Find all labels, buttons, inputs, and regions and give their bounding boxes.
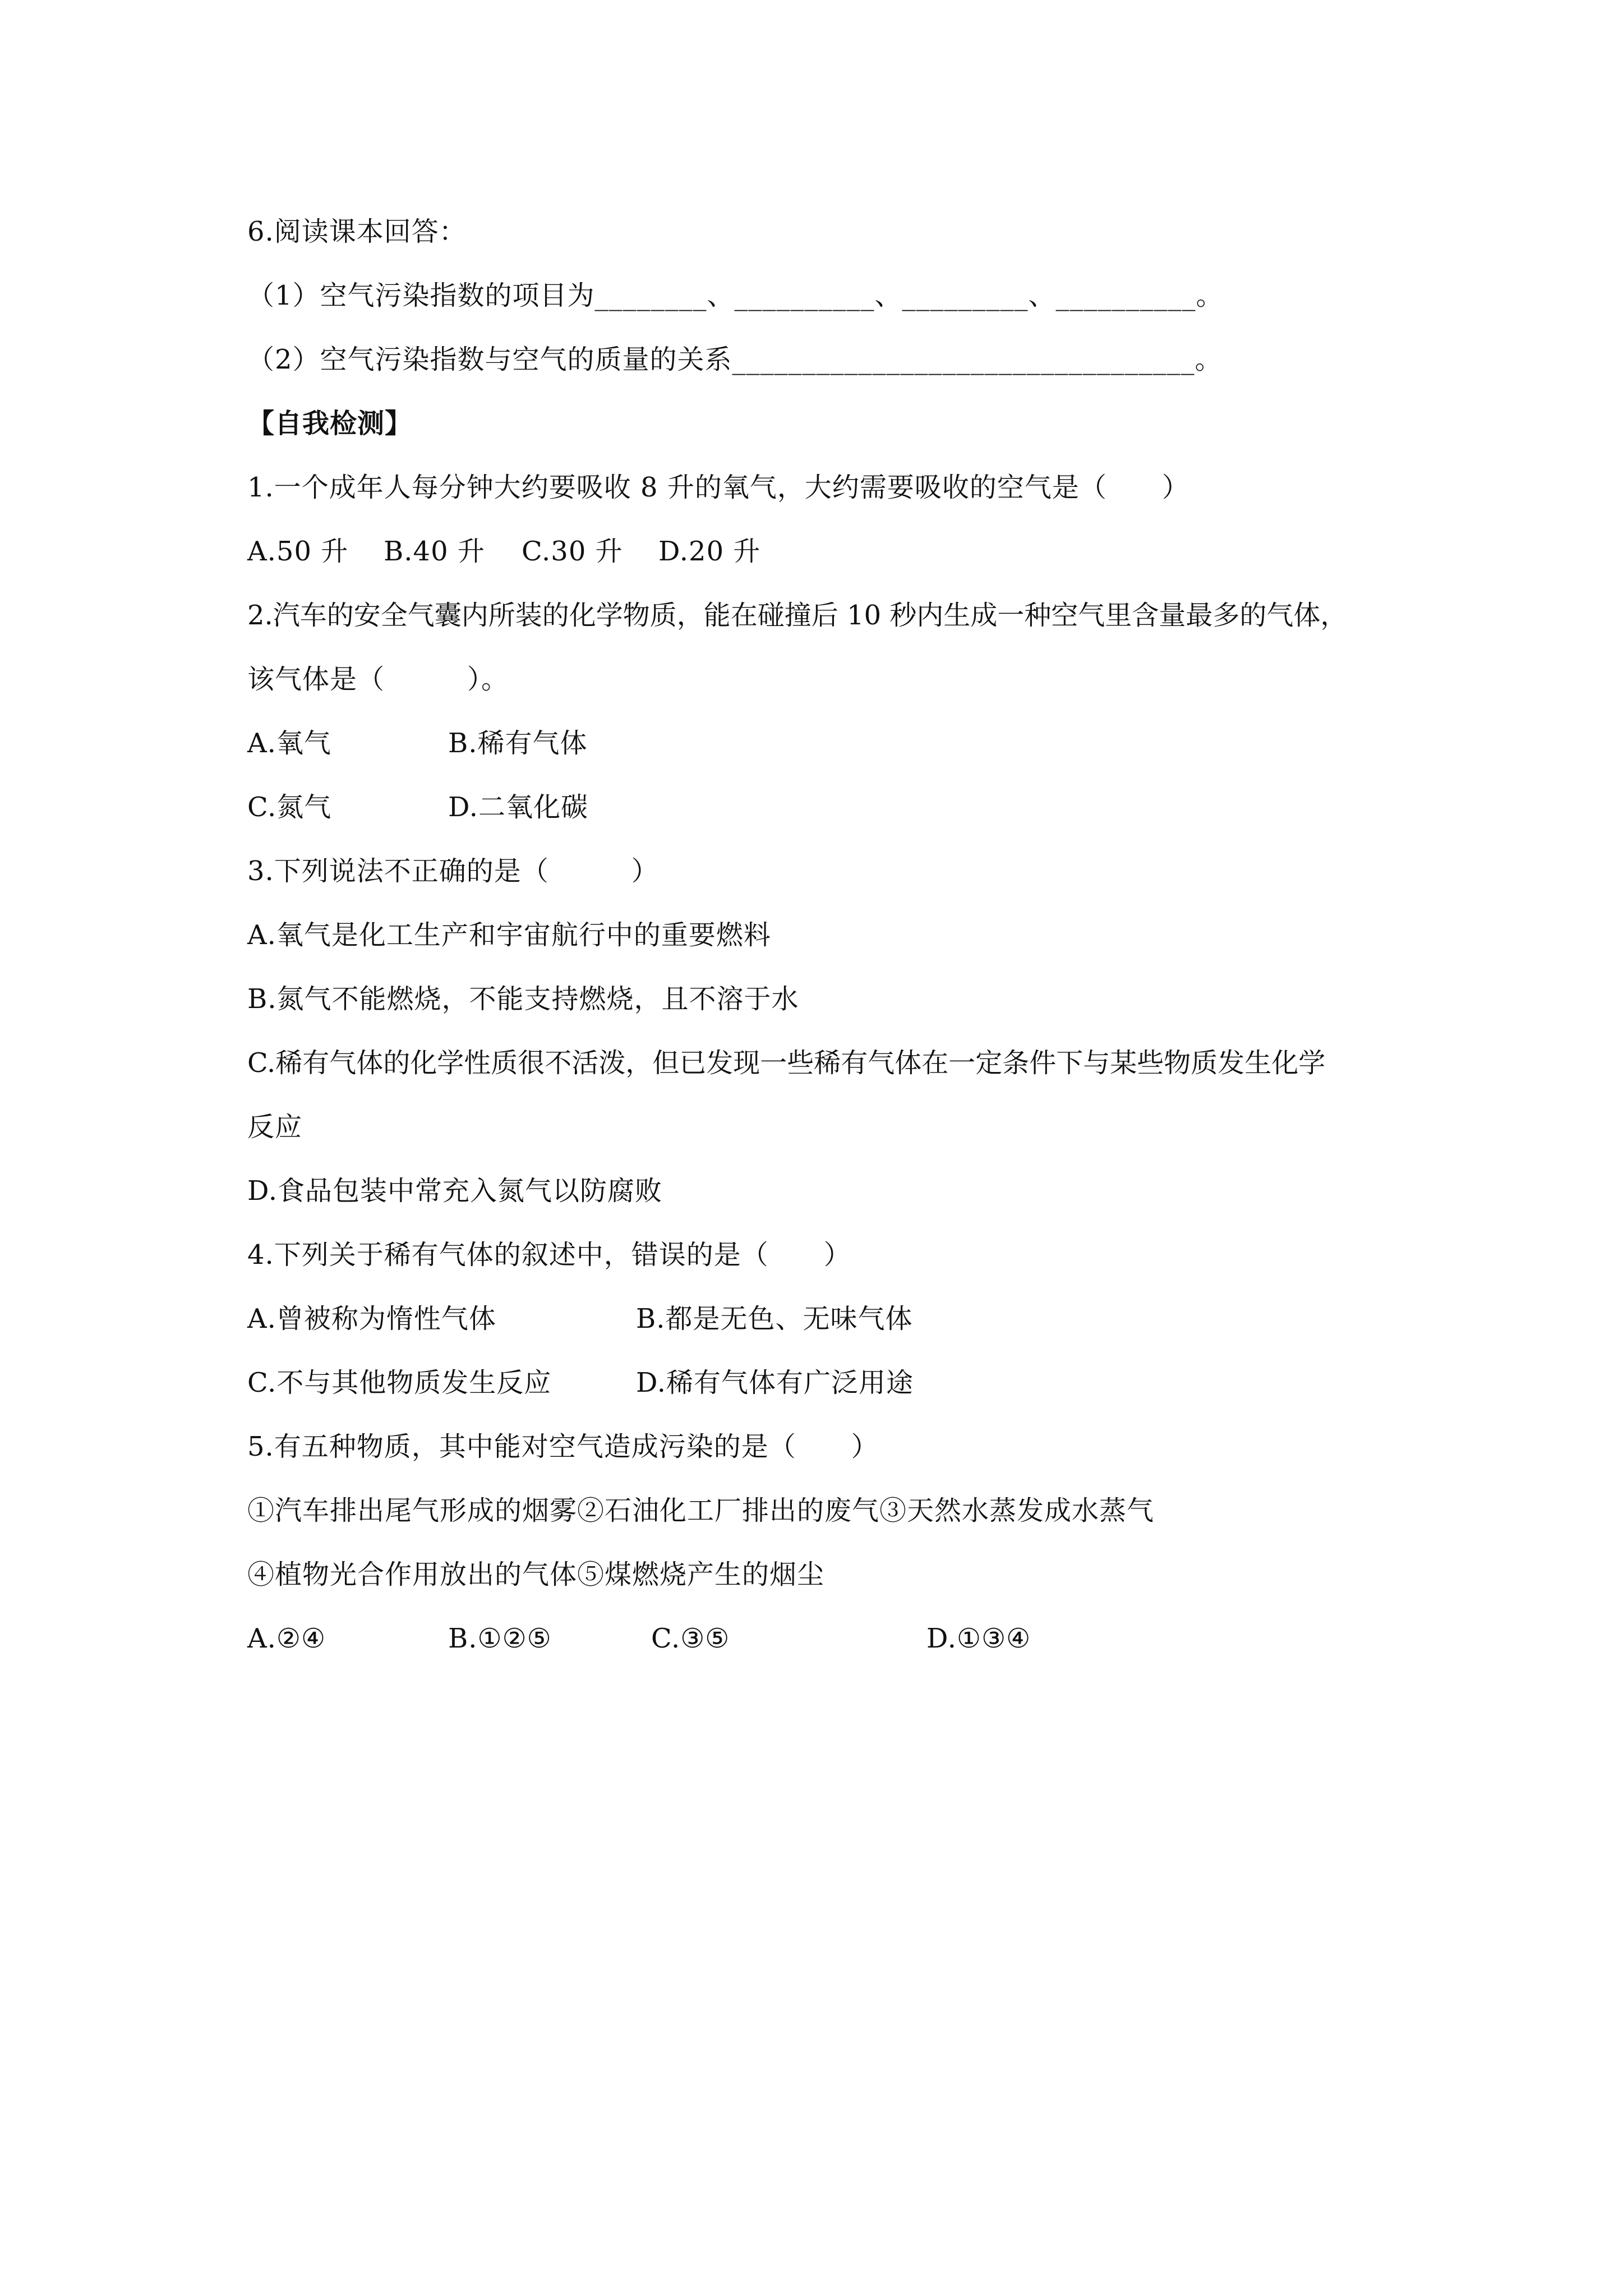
question-2-option-c: C.氮气 — [247, 792, 332, 823]
question-3-option-d: D.食品包装中常充入氮气以防腐败 — [247, 1175, 663, 1207]
question-5-option-a: A.②④ — [247, 1623, 326, 1654]
question-2-stem-line-2: 该气体是（ ）。 — [247, 664, 509, 695]
question-1-stem: 1.一个成年人每分钟大约要吸收 8 升的氧气，大约需要吸收的空气是（ ） — [247, 472, 1189, 503]
question-4-option-b: B.都是无色、无味气体 — [636, 1303, 913, 1335]
question-5-option-c: C.③⑤ — [651, 1623, 730, 1654]
question-4-stem: 4.下列关于稀有气体的叙述中，错误的是（ ） — [247, 1239, 851, 1271]
question-2-option-d: D.二氧化碳 — [448, 792, 589, 823]
question-1-option-b: B.40 升 — [384, 536, 485, 567]
question-5-stem: 5.有五种物质，其中能对空气造成污染的是（ ） — [247, 1431, 879, 1462]
question-2-option-a: A.氧气 — [247, 728, 331, 759]
question-5-option-b: B.①②⑤ — [448, 1623, 552, 1654]
question-1-option-d: D.20 升 — [658, 536, 761, 567]
section-6-question-1: （1）空气污染指数的项目为________、__________、_________、__________。 — [247, 280, 1224, 311]
question-3-option-c-line-1: C.稀有气体的化学性质很不活泼，但已发现一些稀有气体在一定条件下与某些物质发生化学 — [247, 1047, 1326, 1079]
question-1-option-c: C.30 升 — [522, 536, 623, 567]
question-3-option-b: B.氮气不能燃烧，不能支持燃烧，且不溶于水 — [247, 983, 799, 1015]
question-5-option-d: D.①③④ — [926, 1623, 1031, 1654]
section-6-heading: 6.阅读课本回答： — [247, 216, 467, 247]
question-3-option-a: A.氧气是化工生产和宇宙航行中的重要燃料 — [247, 919, 771, 951]
question-4-option-c: C.不与其他物质发生反应 — [247, 1367, 552, 1398]
question-3-stem: 3.下列说法不正确的是（ ） — [247, 855, 659, 887]
question-4-option-d: D.稀有气体有广泛用途 — [636, 1367, 914, 1398]
self-check-title: 【自我检测】 — [247, 408, 413, 439]
question-2-stem-line-1: 2.汽车的安全气囊内所装的化学物质，能在碰撞后 10 秒内生成一种空气里含量最多的气体， — [247, 600, 1348, 631]
question-3-option-c-line-2: 反应 — [247, 1111, 303, 1143]
question-4-option-a: A.曾被称为惰性气体 — [247, 1303, 496, 1335]
question-1-option-a: A.50 升 — [247, 536, 349, 567]
question-2-option-b: B.稀有气体 — [448, 728, 588, 759]
question-5-items-line-2: ④植物光合作用放出的气体⑤煤燃烧产生的烟尘 — [247, 1559, 825, 1590]
question-5-items-line-1: ①汽车排出尾气形成的烟雾②石油化工厂排出的废气③天然水蒸发成水蒸气 — [247, 1495, 1155, 1526]
section-6-question-2: （2）空气污染指数与空气的质量的关系_________________________________。 — [247, 344, 1223, 375]
